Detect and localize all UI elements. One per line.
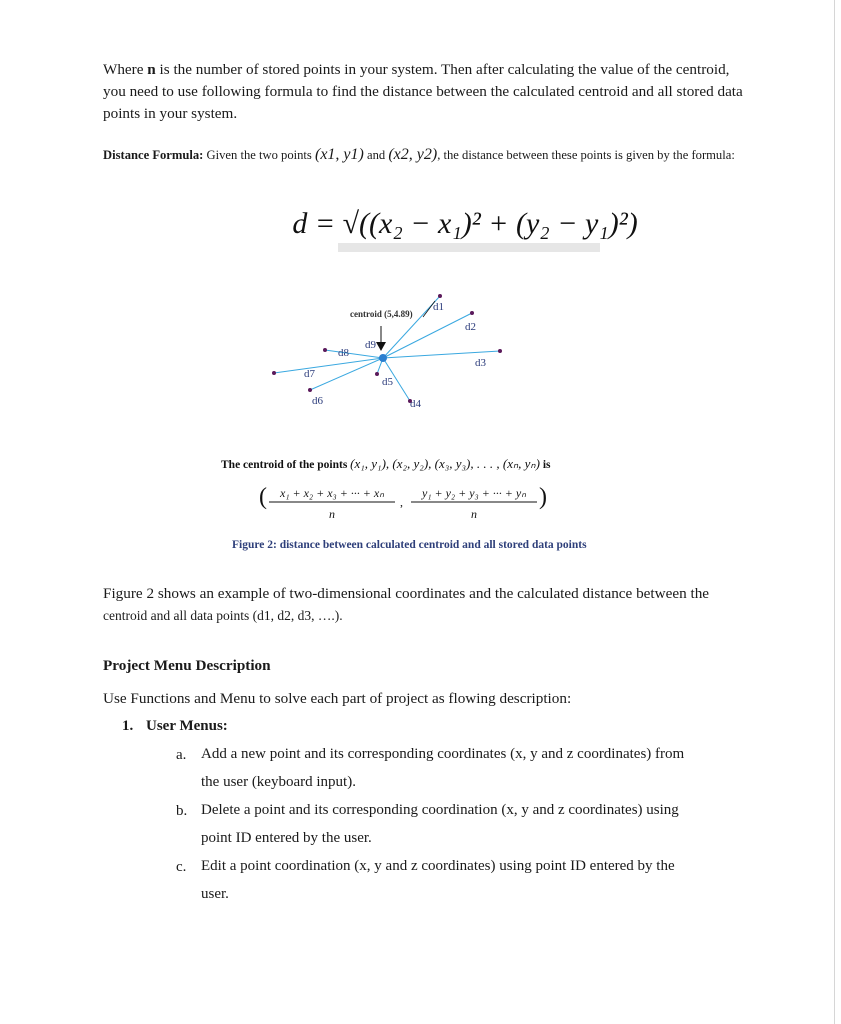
centroid-points: (x₁, y₁), (x₂, y₂), (x₃, y₃), . . . , (xₙ, yₙ) xyxy=(350,456,540,471)
section-title: User Menus: xyxy=(146,718,228,734)
item-c-text xyxy=(201,852,746,908)
label-d5: d5 xyxy=(382,376,393,388)
label-d8: d8 xyxy=(338,347,349,359)
distance-formula-paragraph xyxy=(103,146,743,164)
svg-text:): ) xyxy=(539,484,547,510)
item-b-line1: Delete a point and its corresponding coordination (x, y and z coordinates) using xyxy=(201,802,679,818)
item-c-line1: Edit a point coordination (x, y and z coordinates) using point ID entered by the xyxy=(201,858,675,874)
y-numerator: y₁ + y₂ + y₃ + ··· + yₙ xyxy=(422,486,526,500)
centroid-fraction xyxy=(255,478,555,524)
centroid-suffix: is xyxy=(542,459,551,471)
centroid-diagram xyxy=(260,290,520,420)
centroid-point xyxy=(379,354,387,362)
intro-after: is the number of stored points in your system. Then after calculating the value of the centroid, you need to use following formula to find the distance between the calculated centroid and all stored data points in your system. xyxy=(103,61,743,122)
x-numerator: x₁ + x₂ + x₃ + ··· + xₙ xyxy=(280,486,384,500)
label-d6: d6 xyxy=(312,395,323,407)
centroid-prefix: The centroid of the points xyxy=(221,459,348,471)
item-a-line1: Add a new point and its corresponding coordinates (x, y and z coordinates) from xyxy=(201,746,685,762)
label-d7: d7 xyxy=(304,368,315,380)
label-d4: d4 xyxy=(410,398,421,410)
distance-equation-text: d = √((x₂ − x₁)² + (y₂ − y₁)²) xyxy=(292,207,638,240)
label-d9: d9 xyxy=(365,339,376,351)
distance-equation xyxy=(292,188,638,258)
item-c-marker: c. xyxy=(176,859,187,875)
and-text: and xyxy=(363,148,389,162)
y-denominator: n xyxy=(471,507,477,521)
item-a-text xyxy=(201,740,746,796)
item-c-line2: user. xyxy=(201,886,229,902)
label-d1: d1 xyxy=(433,301,444,313)
project-menu-intro: Use Functions and Menu to solve each part of project as flowing description: xyxy=(103,690,572,707)
page-edge-line xyxy=(834,0,835,1024)
figure-caption: Figure 2: distance between calculated centroid and all stored data points xyxy=(232,539,587,551)
item-a-marker: a. xyxy=(176,747,187,763)
label-d3: d3 xyxy=(475,357,486,369)
project-menu-heading: Project Menu Description xyxy=(103,657,271,674)
svg-text:,: , xyxy=(400,495,403,509)
item-a-line2: the user (keyboard input). xyxy=(201,774,356,790)
item-b-text xyxy=(201,796,746,852)
item-b-marker: b. xyxy=(176,803,188,819)
x-denominator: n xyxy=(329,507,335,521)
distance-text-before: Given the two points xyxy=(203,148,315,162)
svg-text:(: ( xyxy=(259,484,267,510)
arrow-icon xyxy=(376,342,386,351)
label-d2: d2 xyxy=(465,321,476,333)
figure-description xyxy=(103,583,753,627)
intro-var-n: n xyxy=(147,61,156,78)
section-number: 1. xyxy=(122,718,134,734)
distance-text-after: , the distance between these points is given by the formula: xyxy=(437,148,735,162)
intro-paragraph xyxy=(103,59,743,125)
figure-desc-line2: centroid and all data points (d1, d2, d3, ….). xyxy=(103,608,343,623)
item-b-line2: point ID entered by the user. xyxy=(201,830,372,846)
figure-desc-line1: Figure 2 shows an example of two-dimensional coordinates and the calculated distance between the xyxy=(103,585,710,602)
point2: (x2, y2) xyxy=(388,146,438,163)
intro-before: Where xyxy=(103,61,148,78)
centroid-formula-title xyxy=(221,456,551,472)
centroid-label: centroid (5,4.89) xyxy=(350,309,413,319)
point1: (x1, y1) xyxy=(314,146,364,163)
distance-formula-label: Distance Formula: xyxy=(103,148,204,162)
